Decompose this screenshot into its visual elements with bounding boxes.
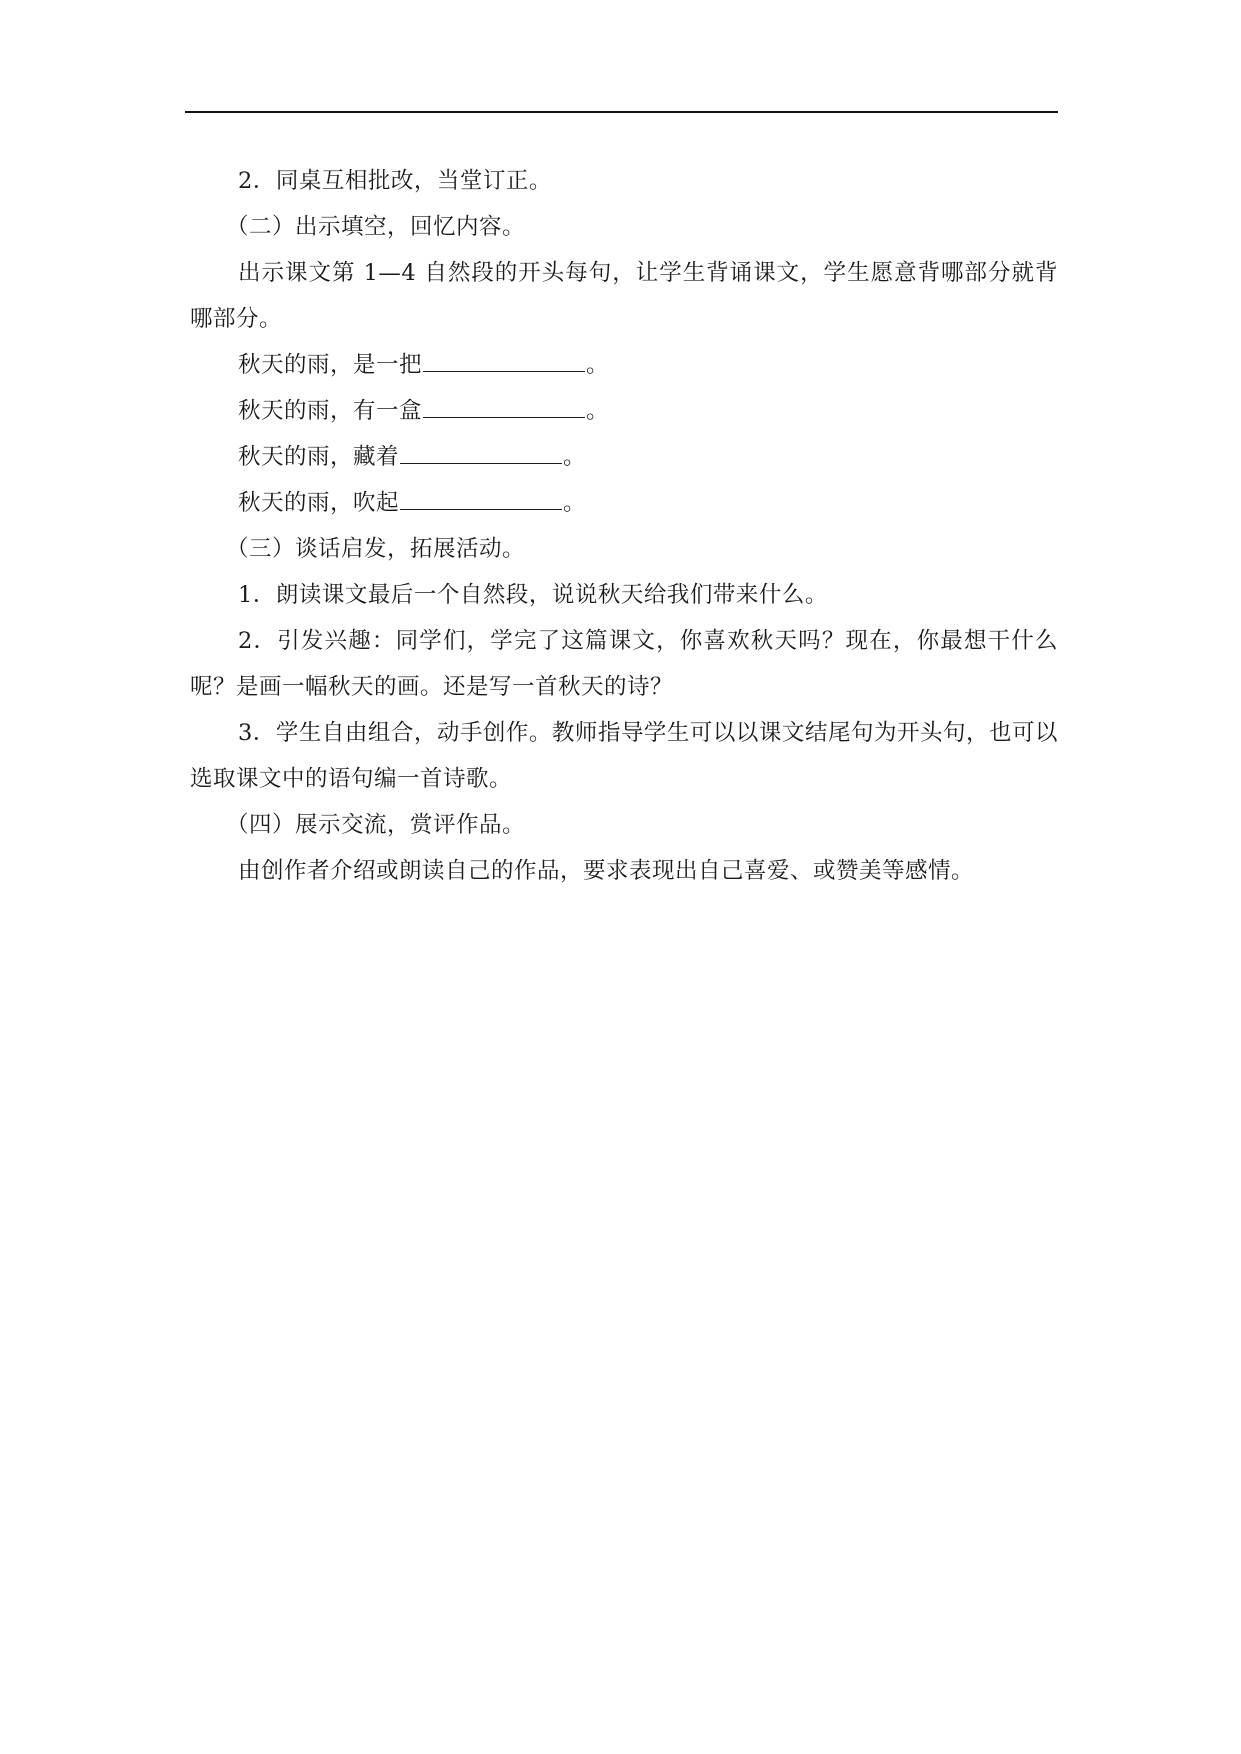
fill-blank-underline (423, 347, 585, 372)
fill-blank-underline (400, 439, 562, 464)
fill-blank-end: 。 (563, 490, 587, 516)
fill-blank-prompt: 秋天的雨，藏着 (238, 444, 400, 470)
section-heading-3: （三）谈话启发，拓展活动。 (226, 536, 526, 562)
fill-blank-line-3 (190, 434, 1058, 480)
fill-blank-end: 。 (563, 444, 587, 470)
paragraph-recite-instructions: 出示课文第 1—4 自然段的开头每句，让学生背诵课文，学生愿意背哪部分就背哪部分。 (190, 260, 1058, 332)
paragraph-share-works: 由创作者介绍或朗读自己的作品，要求表现出自己喜爱、或赞美等感情。 (238, 858, 975, 884)
fill-blank-prompt: 秋天的雨，有一盒 (238, 398, 423, 424)
item-peer-correction: 2．同桌互相批改，当堂订正。 (238, 168, 552, 194)
fill-blank-line-2 (190, 388, 1058, 434)
document-body (190, 158, 1058, 894)
fill-blank-underline (400, 485, 562, 510)
fill-blank-underline (423, 393, 585, 418)
fill-blank-line-4 (190, 480, 1058, 526)
item-read-last-paragraph: 1．朗读课文最后一个自然段，说说秋天给我们带来什么。 (238, 582, 828, 608)
section-heading-2: （二）出示填空，回忆内容。 (226, 214, 526, 240)
item-free-creation: 3．学生自由组合，动手创作。教师指导学生可以以课文结尾句为开头句，也可以选取课文中的语句编一首诗歌。 (190, 720, 1058, 792)
fill-blank-prompt: 秋天的雨，吹起 (238, 490, 400, 516)
fill-blank-end: 。 (586, 398, 610, 424)
item-spark-interest: 2．引发兴趣：同学们，学完了这篇课文，你喜欢秋天吗？现在，你最想干什么呢？是画一幅秋天的画。还是写一首秋天的诗？ (190, 628, 1058, 700)
fill-blank-end: 。 (586, 352, 610, 378)
fill-blank-prompt: 秋天的雨，是一把 (238, 352, 423, 378)
section-heading-4: （四）展示交流，赏评作品。 (226, 812, 526, 838)
fill-blank-line-1 (190, 342, 1058, 388)
header-rule (185, 111, 1058, 113)
